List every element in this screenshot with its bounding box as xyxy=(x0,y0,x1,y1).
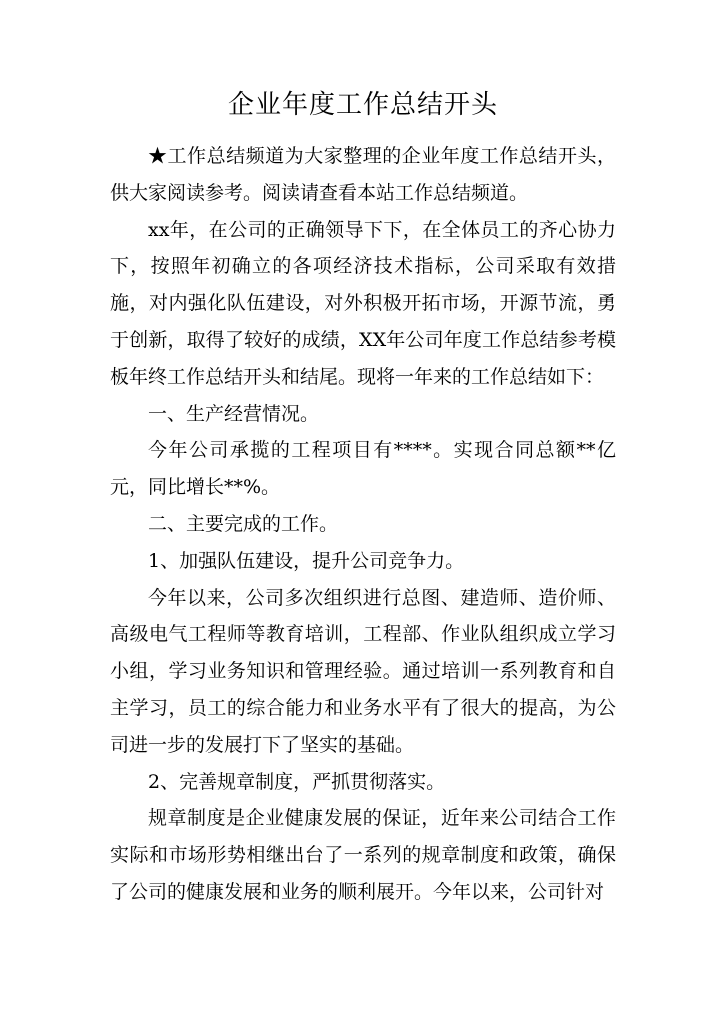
regulations-paragraph: 规章制度是企业健康发展的保证，近年来公司结合工作实际和市场形势相继出台了一系列的规章制度和政策，确保了公司的健康发展和业务的顺利展开。今年以来，公司针对 xyxy=(110,807,616,903)
team-building-paragraph: 今年以来，公司多次组织进行总图、建造师、造价师、高级电气工程师等教育培训，工程部、作业队组织成立学习小组，学习业务知识和管理经验。通过培训一系列教育和自主学习，员工的综合能力和业务水平有了很大的提高，为公司进一步的发展打下了坚实的基础。 xyxy=(110,586,616,756)
intro-paragraph: ★工作总结频道为大家整理的企业年度工作总结开头，供大家阅读参考。阅读请查看本站工作总结频道。 xyxy=(110,145,616,204)
summary-paragraph: xx年，在公司的正确领导下下，在全体员工的齐心协力下，按照年初确立的各项经济技术指标，公司采取有效措施，对内强化队伍建设，对外积极开拓市场，开源节流，勇于创新，取得了较好的成绩，XX年公司年度工作总结参考模板年终工作总结开头和结尾。现将一年来的工作总结如下： xyxy=(110,218,616,388)
production-paragraph: 今年公司承揽的工程项目有****。实现合同总额**亿元，同比增长**%。 xyxy=(110,439,616,499)
section-heading-production: 一、生产经营情况。 xyxy=(148,402,320,425)
subheading-team-building: 1、加强队伍建设，提升公司竞争力。 xyxy=(148,549,465,572)
section-heading-main-work: 二、主要完成的工作。 xyxy=(148,512,339,535)
subheading-regulations: 2、完善规章制度，严抓贯彻落实。 xyxy=(148,770,446,793)
document-body xyxy=(110,138,616,911)
document-title: 企业年度工作总结开头 xyxy=(227,90,498,120)
document-page xyxy=(110,80,616,911)
